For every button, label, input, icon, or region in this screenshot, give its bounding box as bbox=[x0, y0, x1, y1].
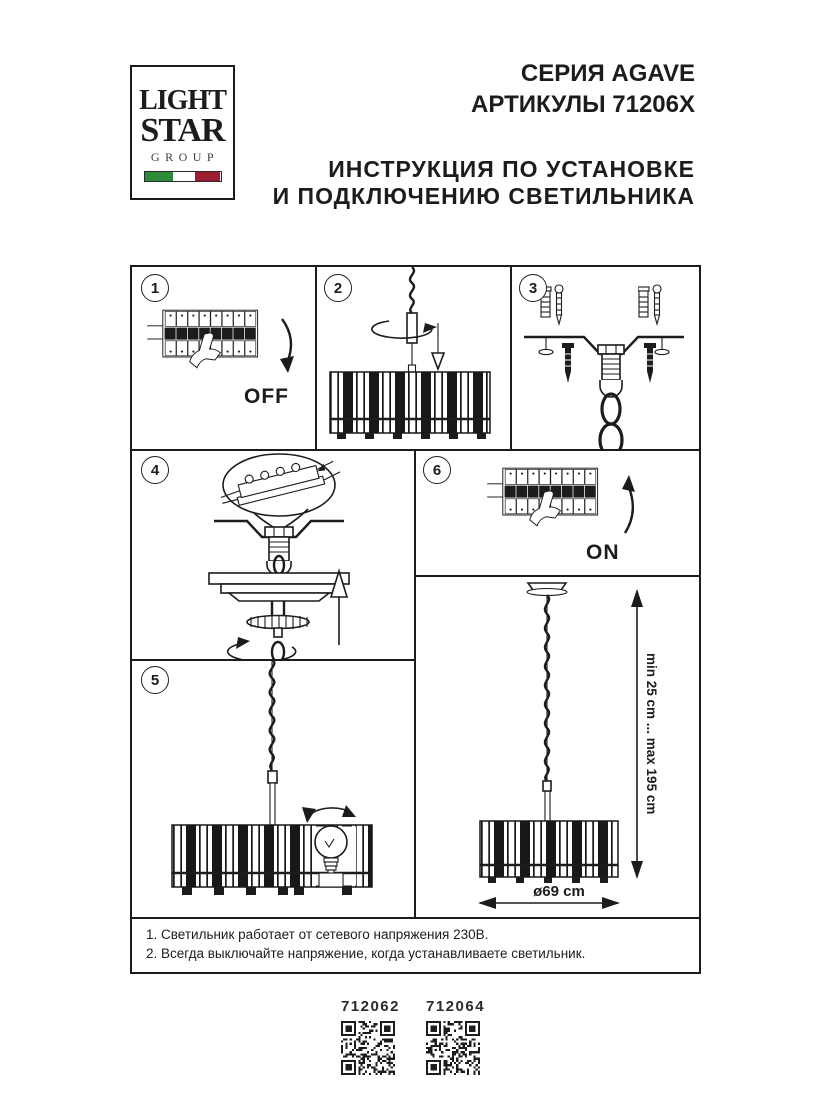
breaker-on-drawing bbox=[414, 449, 699, 575]
document-title-block bbox=[273, 58, 695, 210]
step-1-panel bbox=[132, 267, 315, 449]
article-block bbox=[426, 998, 485, 1075]
instruction-title-line2: И ПОДКЛЮЧЕНИЮ СВЕТИЛЬНИКА bbox=[272, 183, 695, 209]
step-3-panel bbox=[510, 267, 699, 449]
footer-articles bbox=[0, 998, 826, 1075]
step-2-panel bbox=[315, 267, 510, 449]
wiring-canopy-drawing bbox=[132, 449, 414, 659]
off-label: OFF bbox=[244, 385, 289, 408]
article-block bbox=[341, 998, 400, 1075]
article-code: 712062 bbox=[340, 998, 400, 1015]
steps-board bbox=[130, 265, 701, 974]
article-code: 712064 bbox=[426, 998, 486, 1015]
note-voltage: 1. Светильник работает от сетевого напряжения 230В. bbox=[146, 927, 489, 942]
dimensions-panel bbox=[414, 575, 699, 917]
articles-title: АРТИКУЛЫ 71206X bbox=[471, 91, 695, 118]
step-5-panel bbox=[132, 659, 414, 917]
step-5-badge: 5 bbox=[141, 666, 169, 694]
notes-box bbox=[132, 917, 699, 972]
series-title: СЕРИЯ AGAVE bbox=[520, 60, 695, 87]
step-2-badge: 2 bbox=[324, 274, 352, 302]
qr-code bbox=[426, 1021, 480, 1075]
step-3-badge: 3 bbox=[519, 274, 547, 302]
step-6-panel bbox=[414, 449, 699, 575]
bulb-install-drawing bbox=[132, 659, 414, 917]
step-6-badge: 6 bbox=[423, 456, 451, 484]
italian-flag-icon bbox=[144, 171, 222, 182]
height-range-label: min 25 cm ... max 195 cm bbox=[644, 653, 659, 815]
step-1-badge: 1 bbox=[141, 274, 169, 302]
diameter-label: ø69 cm bbox=[533, 883, 585, 900]
instruction-title-line1: ИНСТРУКЦИЯ ПО УСТАНОВКЕ bbox=[328, 156, 695, 182]
step-4-panel bbox=[132, 449, 414, 659]
logo-word-group: GROUP bbox=[150, 150, 220, 164]
logo-word-star: STAR bbox=[140, 112, 225, 149]
lightstar-logo bbox=[130, 65, 235, 200]
logo-word-light: LIGHT bbox=[139, 85, 226, 116]
on-label: ON bbox=[586, 541, 620, 564]
note-switch-off: 2. Всегда выключайте напряжение, когда устанавливаете светильник. bbox=[146, 946, 586, 961]
step-4-badge: 4 bbox=[141, 456, 169, 484]
qr-code bbox=[341, 1021, 395, 1075]
